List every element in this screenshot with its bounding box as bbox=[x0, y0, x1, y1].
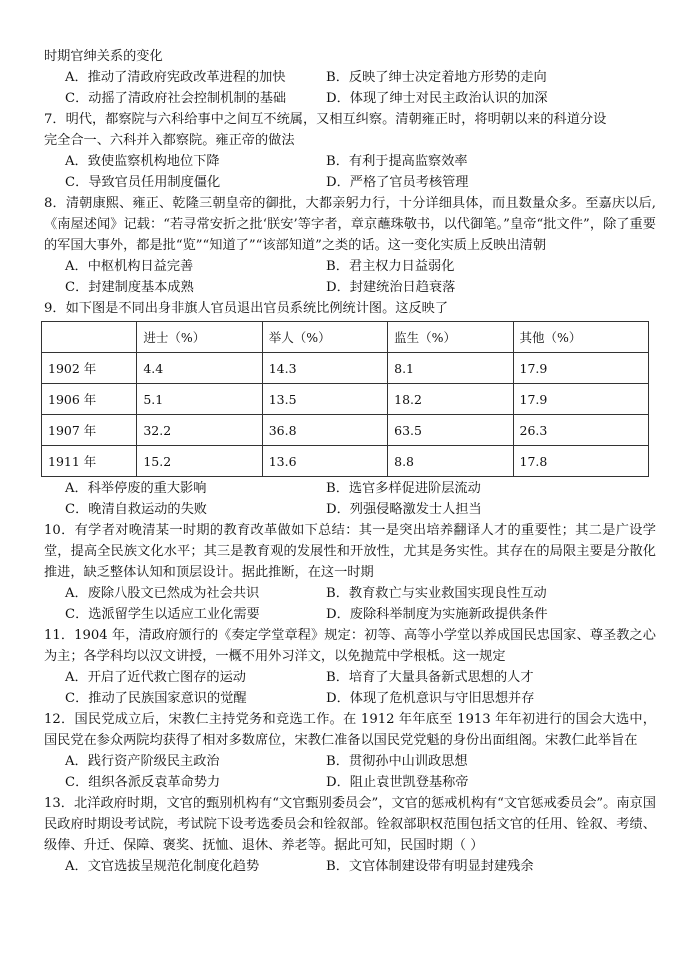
question-9-stem: 9．如下图是不同出身非旗人官员退出官员系统比例统计图。这反映了 bbox=[44, 301, 449, 316]
table-cell: 1911 年 bbox=[42, 446, 137, 477]
table-header-cell: 举人（%） bbox=[262, 322, 387, 353]
option-b[interactable]: B．反映了绅士决定着地方形势的走向 bbox=[326, 70, 547, 85]
table-header-row bbox=[42, 322, 649, 353]
statistics-table bbox=[41, 321, 649, 477]
option-a[interactable]: A．废除八股文已然成为社会共识 bbox=[65, 586, 260, 601]
table-cell: 17.9 bbox=[513, 384, 648, 415]
question-7-stem: 7．明代，都察院与六科给事中之间互不统属，又相互纠察。清朝雍正时，将明朝以来的科道分设 bbox=[44, 112, 607, 127]
option-c[interactable]: C．导致官员任用制度僵化 bbox=[65, 175, 221, 190]
table-row bbox=[42, 384, 649, 415]
table-cell: 8.1 bbox=[388, 353, 513, 384]
question-13-stem: 13．北洋政府时期，文官的甄别机构有“文官甄别委员会”，文官的惩戒机构有“文官惩戒委员会”。南京国民政府时期设考试院，考试院下设考选委员会和铨叙部。铨叙部职权范围包括文官的任用、铨叙、考绩、级俸、升迁、保障、褒奖、抚恤、退休、养老等。据此可知，民国时期（ ） bbox=[44, 796, 656, 853]
option-a[interactable]: A．科举停废的重大影响 bbox=[65, 481, 207, 496]
question-11-stem: 11．1904 年，清政府颁行的《奏定学堂章程》规定：初等、高等小学堂以养成国民忠国家、尊圣教之心为主；各学科均以汉文讲授，一概不用外习洋文，以免抛荒中学根柢。这一规定 bbox=[44, 628, 656, 664]
table-header-cell: 进士（%） bbox=[137, 322, 262, 353]
option-a[interactable]: A．践行资产阶级民主政治 bbox=[65, 754, 220, 769]
options-row bbox=[44, 277, 656, 298]
option-a[interactable]: A．中枢机构日益完善 bbox=[65, 259, 194, 274]
table-cell: 13.6 bbox=[262, 446, 387, 477]
table-cell: 14.3 bbox=[262, 353, 387, 384]
option-a[interactable]: A．致使监察机构地位下降 bbox=[65, 154, 220, 169]
option-d[interactable]: D．封建统治日趋衰落 bbox=[326, 280, 456, 295]
option-c[interactable]: C．晚清自救运动的失败 bbox=[65, 502, 207, 517]
option-b[interactable]: B．教育救亡与实业救国实现良性互动 bbox=[326, 586, 547, 601]
option-c[interactable]: C．选派留学生以适应工业化需要 bbox=[65, 607, 260, 622]
question-7-stem: 完全合一、六科并入都察院。雍正帝的做法 bbox=[44, 133, 295, 148]
options-row bbox=[44, 667, 656, 688]
options-row bbox=[44, 151, 656, 172]
option-b[interactable]: B．培育了大量具备新式思想的人才 bbox=[326, 670, 534, 685]
options-row bbox=[44, 67, 656, 88]
options-row bbox=[44, 256, 656, 277]
option-b[interactable]: B．贯彻孙中山训政思想 bbox=[326, 754, 468, 769]
option-b[interactable]: B．有利于提高监察效率 bbox=[326, 154, 468, 169]
option-b[interactable]: B．文官体制建设带有明显封建残余 bbox=[326, 859, 534, 874]
option-d[interactable]: D．列强侵略激发士人担当 bbox=[326, 502, 482, 517]
question-10-stem: 10．有学者对晚清某一时期的教育改革做如下总结：其一是突出培养翻译人才的重要性；其二是广设学堂，提高全民族文化水平；其三是教育观的发展性和开放性，尤其是务实性。其存在的局限主要是分散化推进，缺乏整体认知和顶层设计。据此推断，在这一时期 bbox=[44, 523, 656, 580]
exam-page bbox=[44, 46, 656, 877]
table-cell: 17.8 bbox=[513, 446, 648, 477]
table-cell: 13.5 bbox=[262, 384, 387, 415]
option-a[interactable]: A．开启了近代救亡图存的运动 bbox=[65, 670, 246, 685]
question-12-stem: 12．国民党成立后，宋教仁主持党务和竞选工作。在 1912 年年底至 1913 年年初进行的国会大选中，国民党在参众两院均获得了相对多数席位，宋教仁准备以国民党党魁的身份出面组阁。宋教仁此举旨在 bbox=[44, 712, 656, 748]
table-cell: 4.4 bbox=[137, 353, 262, 384]
table-cell: 1906 年 bbox=[42, 384, 137, 415]
table-cell: 63.5 bbox=[388, 415, 513, 446]
options-row bbox=[44, 172, 656, 193]
table-cell: 15.2 bbox=[137, 446, 262, 477]
option-b[interactable]: B．选官多样促进阶层流动 bbox=[326, 481, 481, 496]
table-cell: 8.8 bbox=[388, 446, 513, 477]
table-header-cell: 其他（%） bbox=[513, 322, 648, 353]
options-row bbox=[44, 583, 656, 604]
table-cell: 36.8 bbox=[262, 415, 387, 446]
options-row bbox=[44, 772, 656, 793]
table-cell: 1902 年 bbox=[42, 353, 137, 384]
table-row bbox=[42, 415, 649, 446]
table-cell: 26.3 bbox=[513, 415, 648, 446]
table-cell: 17.9 bbox=[513, 353, 648, 384]
option-d[interactable]: D．体现了危机意识与守旧思想并存 bbox=[326, 691, 535, 706]
option-c[interactable]: C．组织各派反袁革命势力 bbox=[65, 775, 221, 790]
option-d[interactable]: D．阻止袁世凯登基称帝 bbox=[326, 775, 469, 790]
option-c[interactable]: C．封建制度基本成熟 bbox=[65, 280, 194, 295]
table-header-cell bbox=[42, 322, 137, 353]
options-row bbox=[44, 604, 656, 625]
option-c[interactable]: C．动摇了清政府社会控制机制的基础 bbox=[65, 91, 287, 106]
options-row bbox=[44, 856, 656, 877]
table-header-cell: 监生（%） bbox=[388, 322, 513, 353]
options-row bbox=[44, 499, 656, 520]
options-row bbox=[44, 688, 656, 709]
options-row bbox=[44, 88, 656, 109]
option-a[interactable]: A．推动了清政府宪政改革进程的加快 bbox=[65, 70, 286, 85]
table-cell: 1907 年 bbox=[42, 415, 137, 446]
option-c[interactable]: C．推动了民族国家意识的觉醒 bbox=[65, 691, 247, 706]
option-d[interactable]: D．废除科举制度为实施新政提供条件 bbox=[326, 607, 548, 622]
table-cell: 32.2 bbox=[137, 415, 262, 446]
options-row bbox=[44, 751, 656, 772]
options-row bbox=[44, 478, 656, 499]
option-d[interactable]: D．体现了绅士对民主政治认识的加深 bbox=[326, 91, 548, 106]
table-cell: 5.1 bbox=[137, 384, 262, 415]
table-row bbox=[42, 446, 649, 477]
option-a[interactable]: A．文官选拔呈规范化制度化趋势 bbox=[65, 859, 260, 874]
table-row bbox=[42, 353, 649, 384]
question-6-tail: 时期官绅关系的变化 bbox=[44, 49, 163, 64]
question-8-stem: 8．清朝康熙、雍正、乾隆三朝皇帝的御批，大都亲躬力行，十分详细具体，而且数量众多。至嘉庆以后,《南屋述闻》记载：“若寻常安折之批‘朕安’等字者，章京蘸珠敬书，以代御笔。”皇帝“批文件”，除了重要的军国大事外，都是批“览”“知道了”“该部知道”之类的话。这一变化实质上反映出清朝 bbox=[44, 196, 656, 253]
option-b[interactable]: B．君主权力日益弱化 bbox=[326, 259, 455, 274]
table-cell: 18.2 bbox=[388, 384, 513, 415]
option-d[interactable]: D．严格了官员考核管理 bbox=[326, 175, 469, 190]
